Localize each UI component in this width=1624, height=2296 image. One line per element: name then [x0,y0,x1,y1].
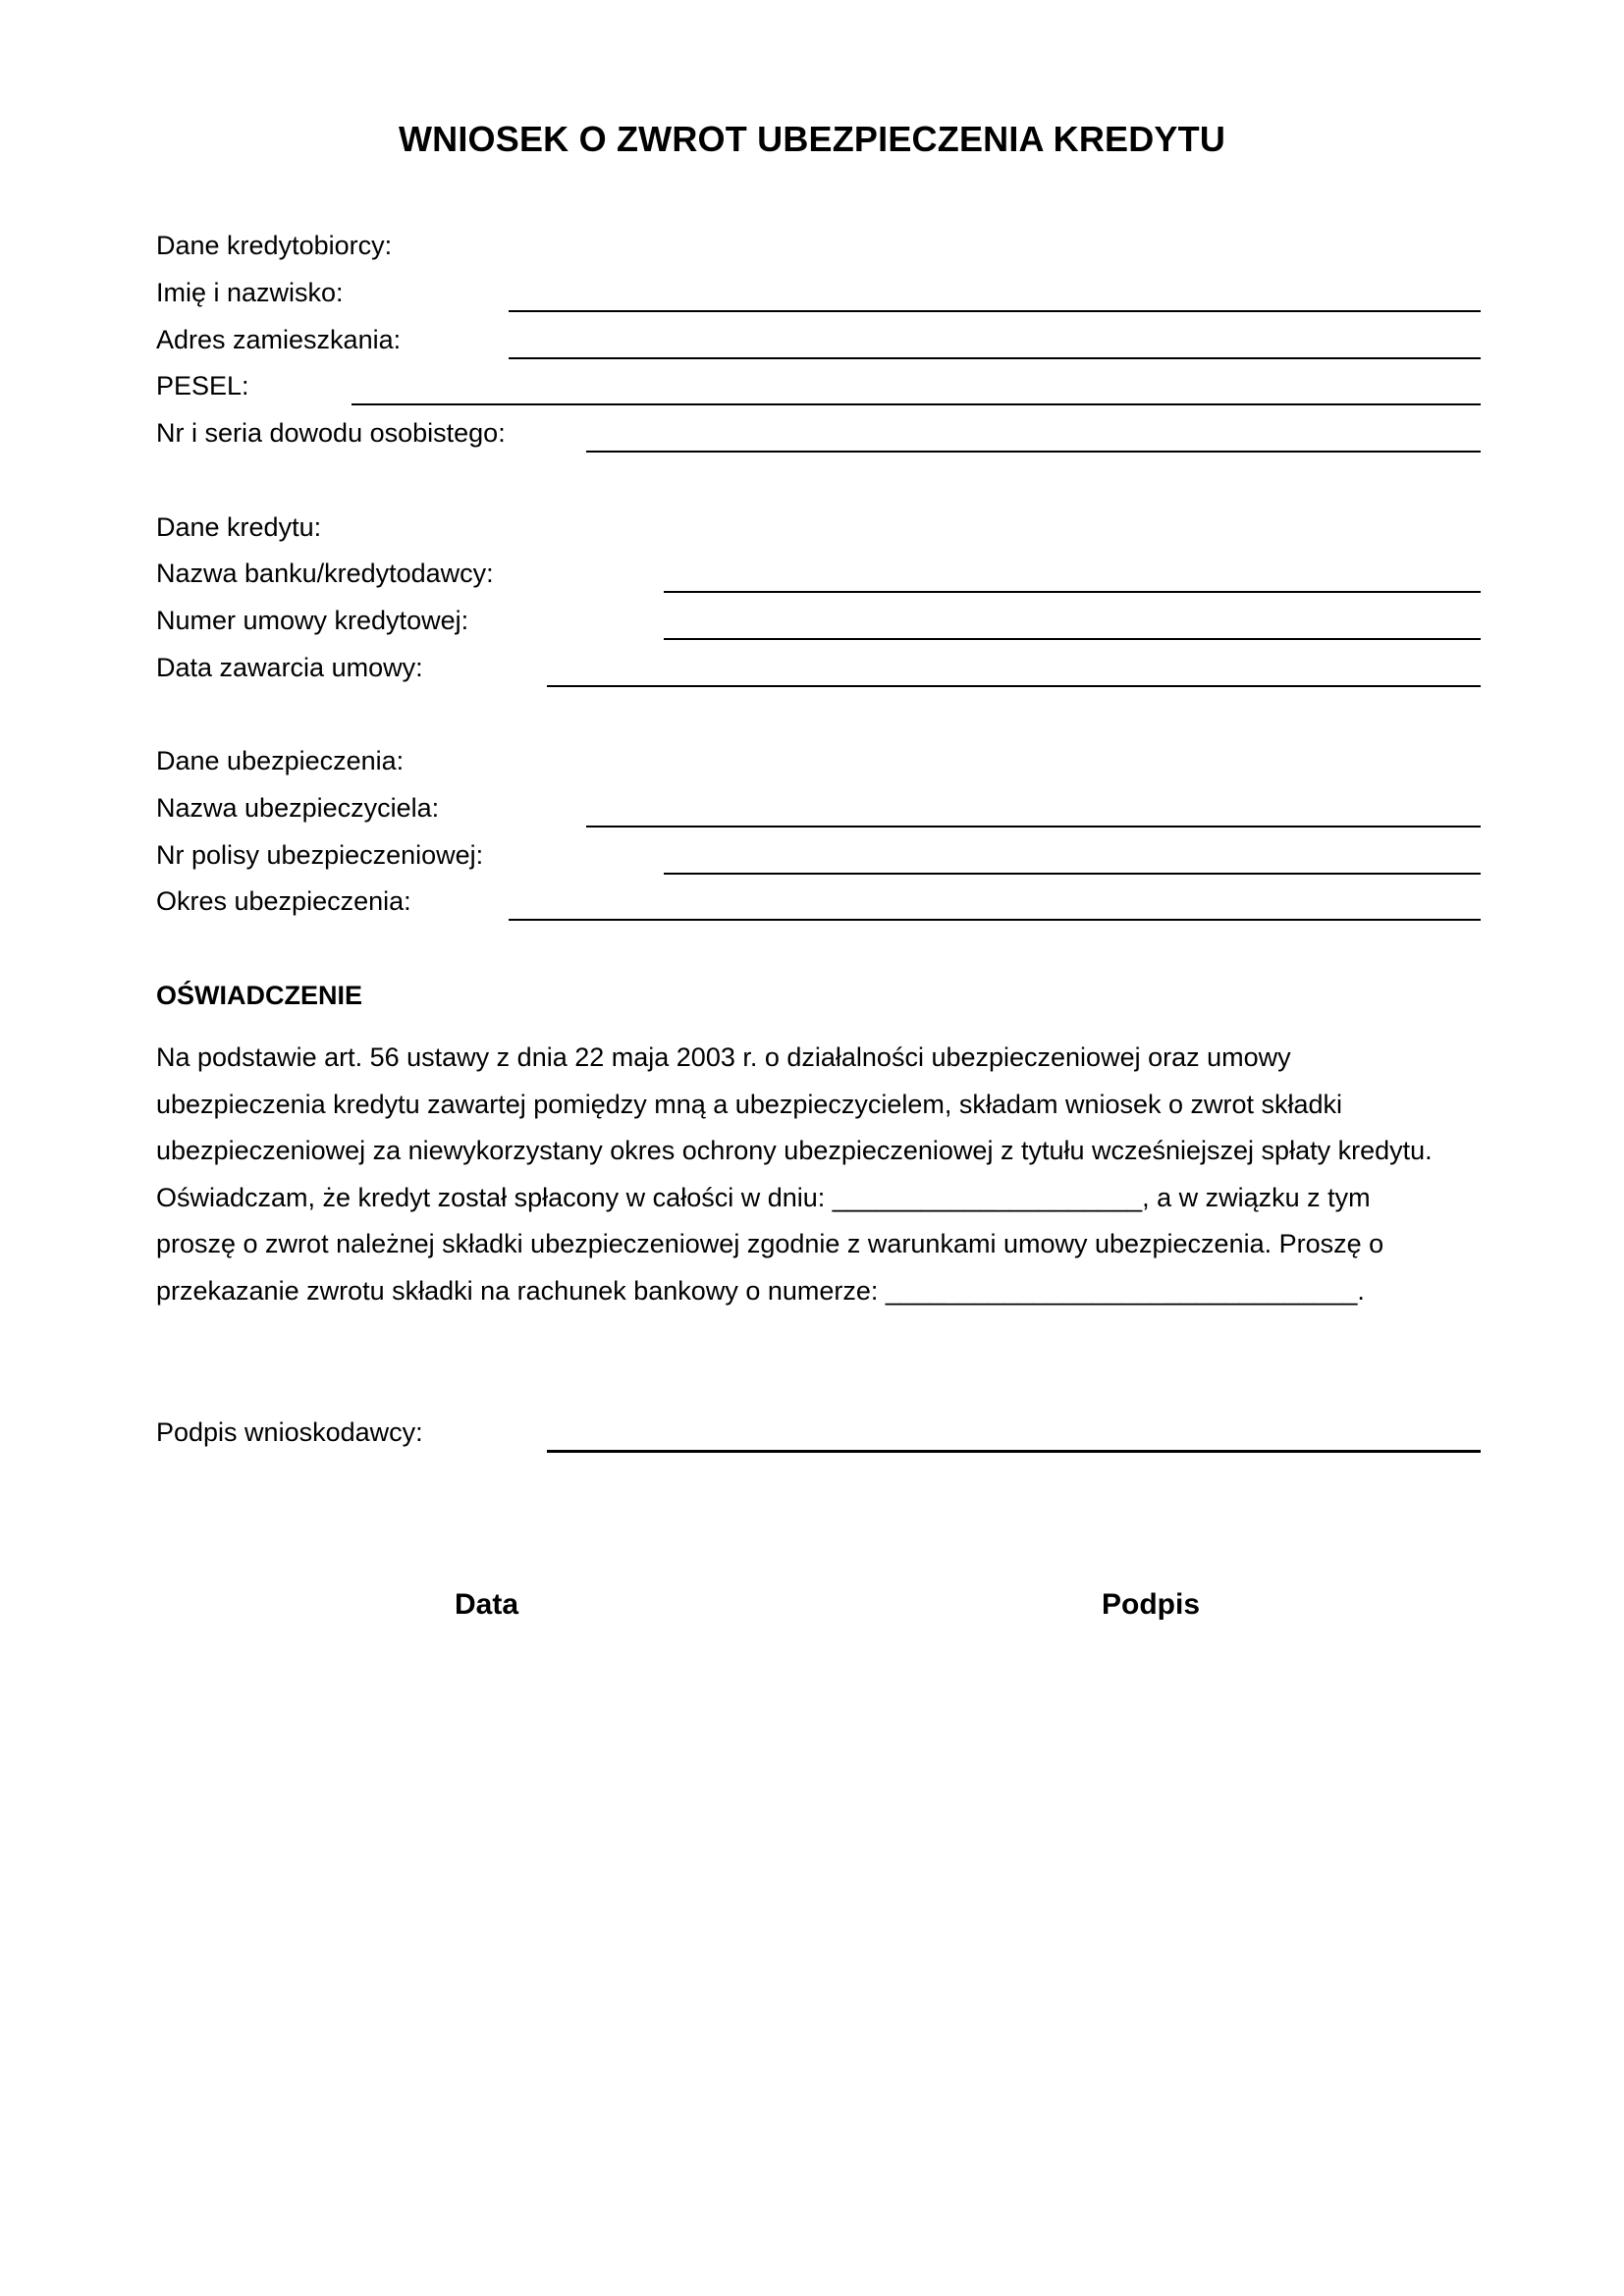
bank-label: Nazwa banku/kredytodawcy: [156,559,494,588]
applicant-signature-label: Podpis wnioskodawcy: [156,1417,423,1447]
id-document-label: Nr i seria dowodu osobistego: [156,418,506,448]
document-title: WNIOSEK O ZWROT UBEZPIECZENIA KREDYTU [398,119,1226,159]
address-label: Adres zamieszkania: [156,325,402,354]
statement-line: proszę o zwrot należnej składki ubezpieczeniowej zgodnie z warunkami umowy ubezpieczenia. Proszę o [156,1229,1384,1258]
footer-signature-label: Podpis [1102,1588,1201,1621]
pesel-field-line[interactable] [352,403,1481,405]
contract-number-label: Numer umowy kredytowej: [156,606,469,635]
applicant-signature-line[interactable] [547,1450,1481,1453]
contract-date-field-line[interactable] [547,685,1481,687]
loan-heading: Dane kredytu: [156,512,322,542]
contract-date-label: Data zawarcia umowy: [156,653,423,682]
footer-date-label: Data [455,1588,519,1621]
policy-number-field-line[interactable] [664,873,1481,875]
statement-line: Na podstawie art. 56 ustawy z dnia 22 maja 2003 r. o działalności ubezpieczeniowej oraz umowy [156,1042,1291,1072]
insurance-period-label: Okres ubezpieczenia: [156,886,411,916]
name-label: Imię i nazwisko: [156,278,344,307]
insurance-period-field-line[interactable] [509,919,1481,921]
bank-field-line[interactable] [664,591,1481,593]
borrower-heading: Dane kredytobiorcy: [156,231,393,260]
pesel-label: PESEL: [156,371,249,400]
policy-number-label: Nr polisy ubezpieczeniowej: [156,840,484,870]
statement-line: ubezpieczenia kredytu zawartej pomiędzy mną a ubezpieczycielem, składam wniosek o zwrot składki [156,1089,1343,1119]
insurer-field-line[interactable] [586,826,1481,828]
statement-heading: OŚWIADCZENIE [156,981,363,1010]
insurance-heading: Dane ubezpieczenia: [156,746,405,775]
statement-paragraph [156,1035,1491,1314]
address-field-line[interactable] [509,357,1481,359]
name-field-line[interactable] [509,310,1481,312]
id-document-field-line[interactable] [586,451,1481,453]
insurer-label: Nazwa ubezpieczyciela: [156,793,440,823]
contract-number-field-line[interactable] [664,638,1481,640]
statement-line: ubezpieczeniowej za niewykorzystany okres ochrony ubezpieczeniowej z tytułu wcześniejszej spłaty kredytu. [156,1136,1433,1165]
statement-line: przekazanie zwrotu składki na rachunek bankowy o numerze: ________________________________. [156,1275,1365,1306]
statement-line: Oświadczam, że kredyt został spłacony w całości w dniu: _____________________, a w związku z tym [156,1182,1371,1212]
